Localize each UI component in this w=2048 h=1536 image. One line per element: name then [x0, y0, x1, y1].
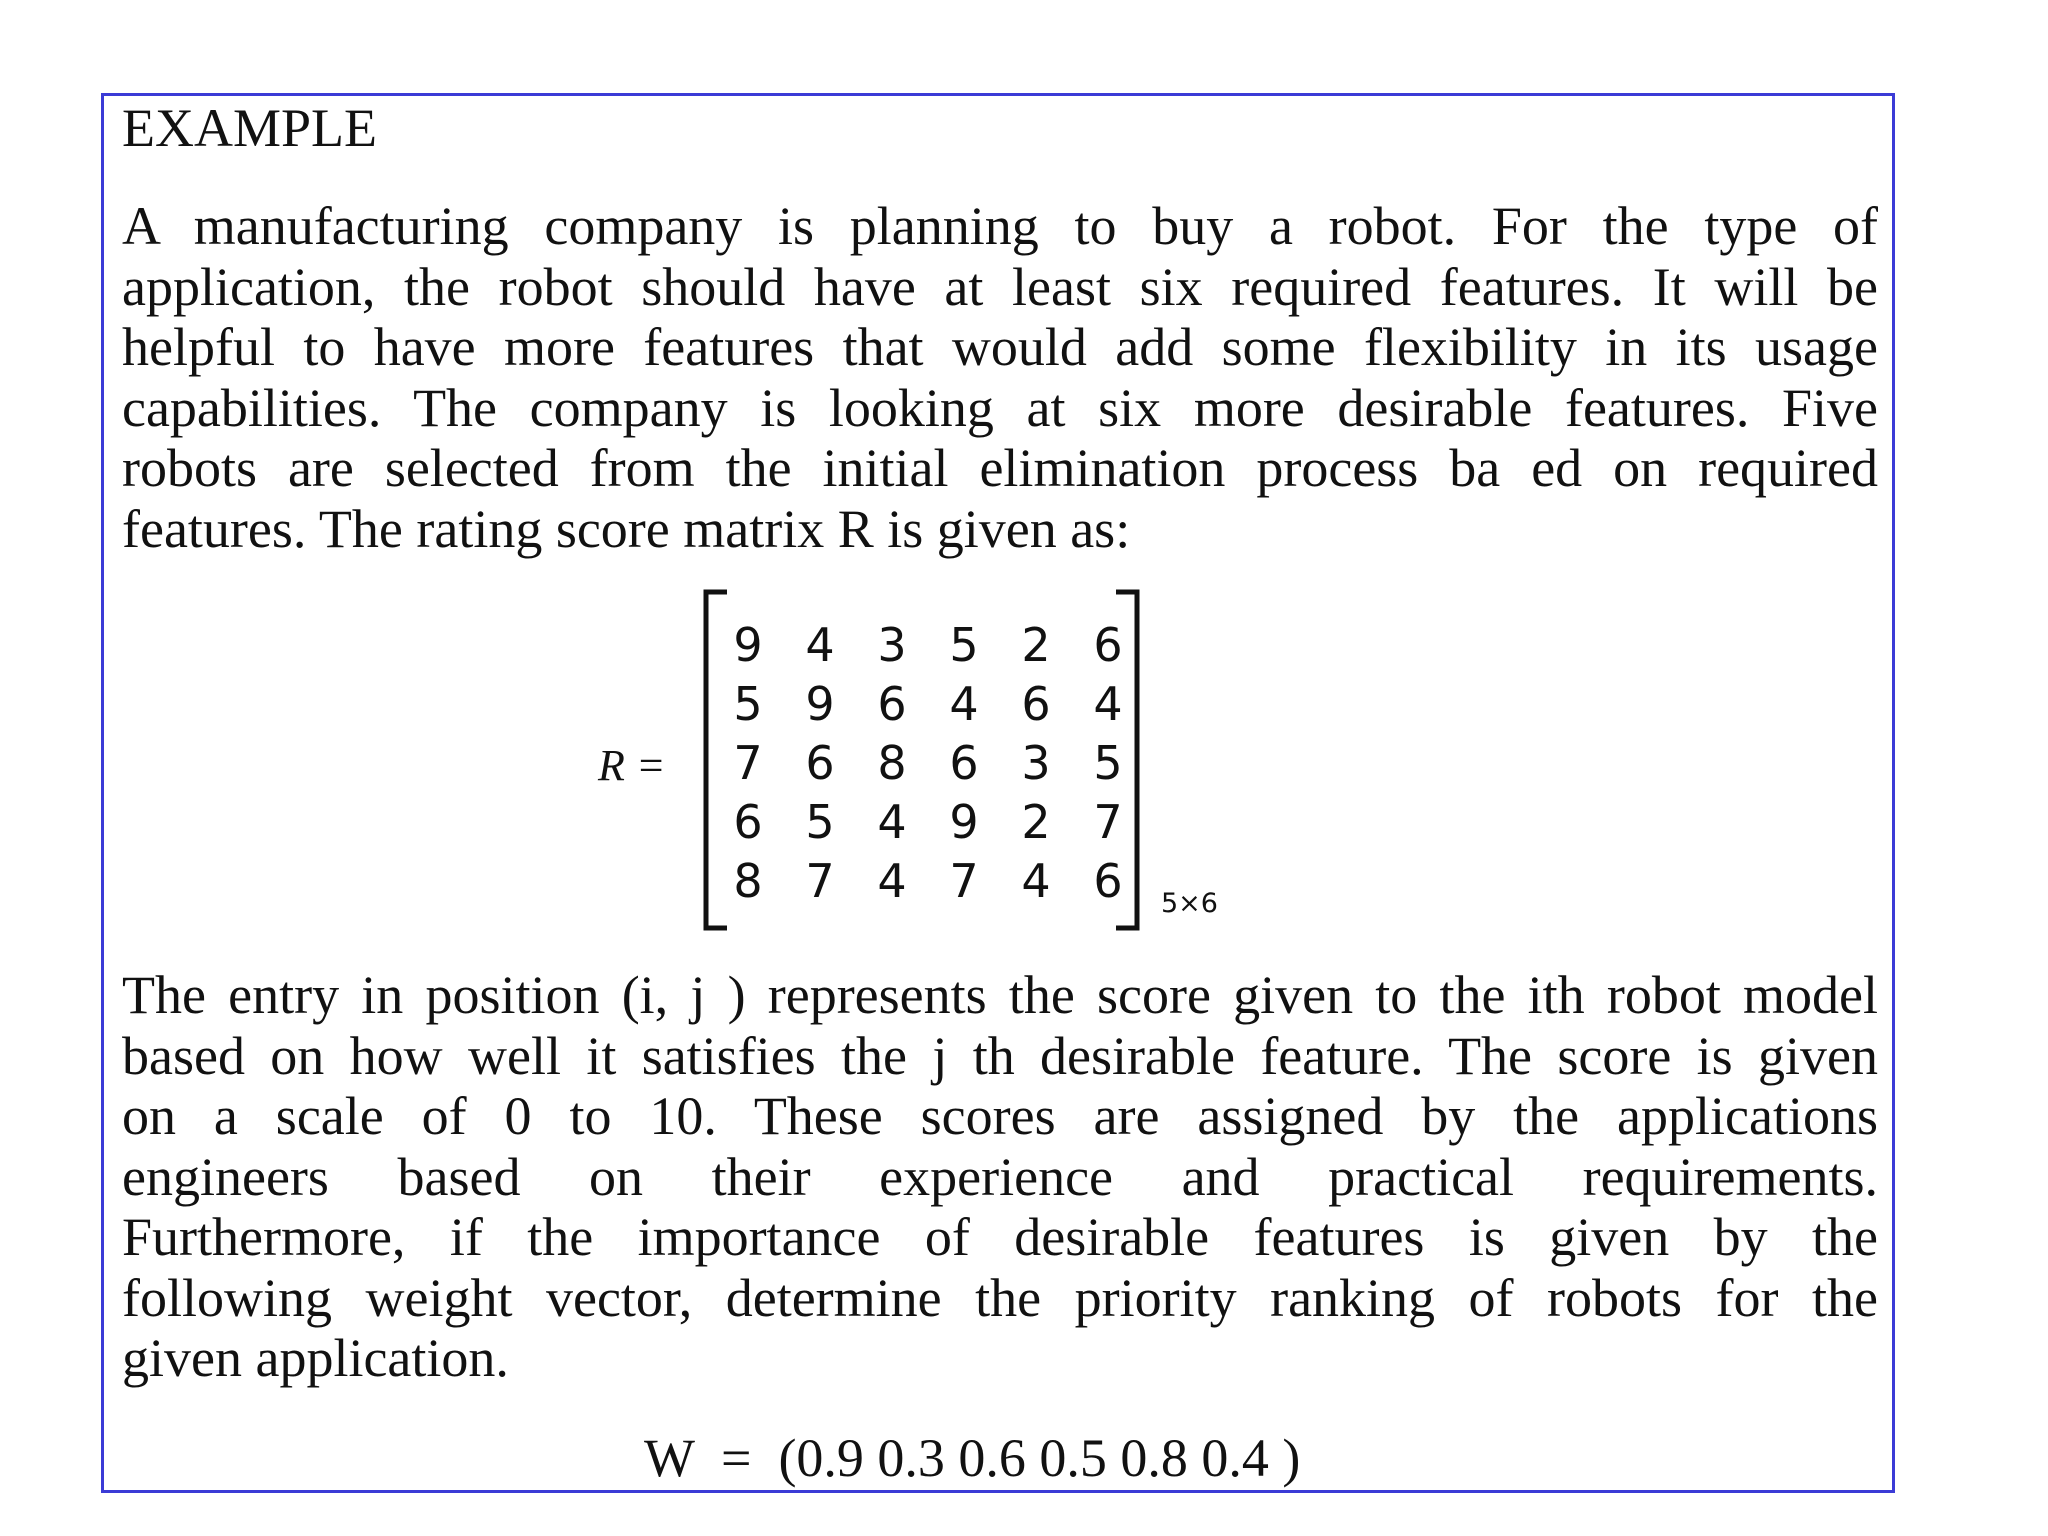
body-line: given application.: [122, 1328, 509, 1388]
matrix-cell: 6: [1093, 854, 1123, 908]
intro-line: application, the robot should have at least six required features. It will be: [122, 256, 1878, 317]
matrix-cell: 4: [949, 677, 979, 731]
body-line: Furthermore, if the importance of desirable features is given by the: [122, 1207, 1878, 1267]
matrix-cell: 4: [877, 795, 907, 849]
problem-intro-paragraph: [122, 196, 1878, 559]
body-line: engineers based on their experience and practical requirements.: [122, 1146, 1878, 1207]
matrix-cell: 4: [877, 854, 907, 908]
intro-line: robots are selected from the initial elimination process ba ed on required: [122, 438, 1878, 498]
problem-body-paragraph: [122, 965, 1878, 1389]
intro-line: features. The rating score matrix R is given as:: [122, 498, 1131, 559]
matrix-cell: 6: [1093, 618, 1123, 672]
matrix-cell: 2: [1021, 618, 1051, 672]
matrix-cell: 6: [949, 736, 979, 790]
body-line: The entry in position (i, j ) represents the score given to the ith robot model: [122, 965, 1878, 1025]
matrix-cell: 6: [733, 795, 763, 849]
matrix-cell: 5: [805, 795, 835, 849]
matrix-cell: 4: [1093, 677, 1123, 731]
matrix-cell: 9: [733, 618, 763, 672]
matrix-cell: 9: [949, 795, 979, 849]
body-line: following weight vector, determine the priority ranking of robots for the: [122, 1267, 1878, 1328]
matrix-cell: 5: [733, 677, 763, 731]
matrix-cell: 2: [1021, 795, 1051, 849]
matrix-cell: 5: [1093, 736, 1123, 790]
matrix-cell: 6: [805, 736, 835, 790]
example-heading: EXAMPLE: [122, 98, 377, 158]
matrix-cell: 7: [805, 854, 835, 908]
matrix-cell: 8: [877, 736, 907, 790]
body-line: on a scale of 0 to 10. These scores are assigned by the applications: [122, 1086, 1878, 1146]
matrix-cell: 8: [733, 854, 763, 908]
matrix-cell: 3: [1021, 736, 1051, 790]
matrix-cell: 7: [1093, 795, 1123, 849]
intro-line: helpful to have more features that would add some flexibility in its usage: [122, 317, 1878, 377]
matrix-cell: 9: [805, 677, 835, 731]
body-line: based on how well it satisfies the j th desirable feature. The score is given: [122, 1025, 1878, 1086]
matrix-cell: 4: [1021, 854, 1051, 908]
intro-line: capabilities. The company is looking at six more desirable features. Five: [122, 377, 1878, 438]
matrix-dimension: 5×6: [1161, 888, 1218, 919]
matrix-cell: 7: [949, 854, 979, 908]
matrix-cell: 6: [1021, 677, 1051, 731]
matrix-cell: 4: [805, 618, 835, 672]
matrix-label: R =: [598, 741, 666, 790]
matrix-cell: 6: [877, 677, 907, 731]
matrix-cell: 5: [949, 618, 979, 672]
matrix-cell: 3: [877, 618, 907, 672]
weight-vector: W = (0.9 0.3 0.6 0.5 0.8 0.4 ): [644, 1428, 1301, 1488]
matrix-cell: 7: [733, 736, 763, 790]
intro-line: A manufacturing company is planning to buy a robot. For the type of: [122, 196, 1878, 256]
